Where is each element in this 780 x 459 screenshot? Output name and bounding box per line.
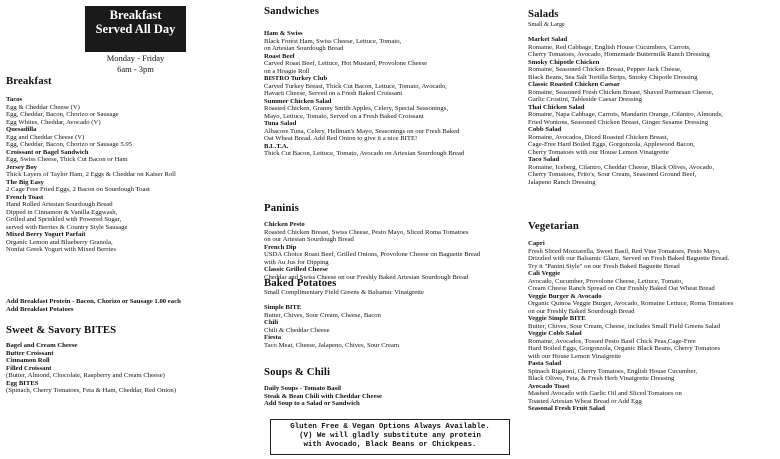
menu-item-description: Hard Boiled Eggs, Gorgonzola, Organic Black Beans, Cherry Tomatoes	[528, 345, 721, 352]
menu-item-name: Veggie Cobb Salad	[528, 330, 582, 337]
menu-item-description: Albacore Tuna, Celery, Hellman's Mayo, Seasonings on our Fresh Baked	[264, 127, 460, 135]
menu-item-name: Tuna Salad	[264, 120, 297, 127]
menu-item-description: Thick Layers of Taylor Ham, 2 Eggs & Cheddar on Kaiser Roll	[6, 171, 176, 178]
salads-title: Salads	[528, 8, 559, 20]
menu-item-description: Nonfat Greek Yogurt with Mixed Berries	[6, 246, 116, 253]
menu-item-description: Romaine, Seasoned Fresh Chicken Breast, Shaved Parmesan Cheese,	[528, 88, 714, 96]
menu-item-name: Classic Roasted Chicken Caesar	[528, 81, 620, 88]
notice-line-2: (V) We will gladly substitute any protein	[299, 432, 481, 441]
potatoes-list	[264, 304, 399, 349]
menu-item-name: B.L.T.A.	[264, 142, 289, 150]
menu-item-description: Havarti Cheese, Served on a Fresh Baked Croissant	[264, 90, 403, 97]
breakfast-addons	[6, 298, 181, 313]
menu-item-description: Egg, Cheddar, Bacon, Chorizo or Sausage 5.95	[6, 141, 133, 148]
vegetarian-heading: Vegetarian	[528, 220, 579, 232]
menu-item-description: Egg, Swiss Cheese, Thick Cut Bacon or Ham	[6, 156, 128, 163]
menu-item-description: Egg & Cheddar Cheese (V)	[6, 103, 80, 111]
menu-item-description: on our Artesian Sourdough Bread	[264, 236, 354, 243]
menu-item-name: Cali Veggie	[528, 270, 561, 277]
menu-item-name: Jersey Boy	[6, 163, 38, 171]
banner-line-1: Breakfast	[109, 8, 162, 22]
menu-item-description: Garlic Crostini, Tableside Caesar Dressing	[528, 96, 642, 103]
menu-item-name: Chicken Pesto	[264, 221, 305, 228]
menu-item-description: Cherry Tomatoes, Avocado, Homemade Buttermilk Ranch Dressing	[528, 51, 710, 58]
menu-item-name: French Toast	[6, 193, 44, 201]
menu-item-description: (Spinach, Cherry Tomatoes, Feta & Ham, Cheddar, Red Onion)	[6, 387, 177, 394]
sandwiches-list	[264, 30, 464, 158]
menu-item-name: Bagel and Cream Cheese	[6, 342, 78, 349]
bites-heading: Sweet & Savory BITES	[6, 324, 117, 336]
menu-item-name: Fiesta	[264, 334, 282, 341]
menu-item-description: Try it "Panini Style" on our Fresh Baked Baguette Bread	[528, 262, 680, 270]
menu-item-name: Ham & Swiss	[264, 30, 303, 37]
menu-item-description: Romaine, Avocados, Tossed Pesto Basil Chick Peas,Cage-Free	[528, 337, 696, 345]
menu-item-description: Carved Turkey Breast, Thick Cut Bacon, Lettuce, Tomato, Avocado,	[264, 82, 447, 90]
menu-item-description: Taco Meat, Cheese, Jalapeno, Chives, Sour Cream	[264, 341, 400, 349]
menu-item-description: Roasted Chicken Breast, Swiss Cheese, Pesto Mayo, Sliced Roma Tomatoes	[264, 228, 469, 236]
menu-item-description: with Au Jus for Dipping	[264, 258, 329, 266]
menu-item-name: Roast Beef	[264, 52, 295, 60]
menu-item-description: Mashed Avocado with Garlic Oil and Sliced Tomatoes on	[528, 390, 682, 397]
menu-item-description: Organic Quinoa Veggie Burger, Avocado, Romaine Lettuce, Roma Tomatoes	[528, 300, 734, 307]
menu-item-name: Add Breakfast Protein - Bacon, Chorizo or Sausage 1.00 each	[6, 298, 181, 305]
menu-item-description: Thick Cut Bacon, Lettuce, Tomato, Avocado on Artesian Sourdough Bread	[264, 150, 465, 157]
menu-item-name: Quesadilla	[6, 126, 37, 133]
soups-heading: Soups & Chili	[264, 366, 331, 378]
potatoes-intro: Small Complimentary Field Greens & Balsamic Vinaigrette	[264, 289, 424, 296]
hours-time: 6am - 3pm	[117, 64, 154, 74]
menu-item-description: Black Forest Ham, Swiss Cheese, Lettuce, Tomato,	[264, 37, 402, 45]
menu-item-description: Butter, Chives, Sour Cream, Cheese, includes Small Field Greens Salad	[528, 322, 720, 330]
menu-item-name: French Dip	[264, 243, 297, 251]
menu-item-name: Cinnamon Roll	[6, 357, 50, 364]
menu-item-description: Egg and Cheddar Cheese (V)	[6, 133, 85, 141]
breakfast-heading: Breakfast	[6, 75, 52, 87]
salads-heading	[528, 8, 565, 28]
menu-item-description: served with Berries & Country Style Sausage	[6, 223, 128, 231]
menu-item-name: BISTRO Turkey Club	[264, 75, 328, 82]
menu-item-description: Cherry Tomatoes, Frito's, Sour Cream, Seasoned Ground Beef,	[528, 171, 697, 178]
menu-item-name: Pasta Salad	[528, 360, 562, 367]
paninis-list	[264, 221, 480, 281]
menu-item-description: Cheddar and Swiss Cheese on our Freshly Baked Artesian Sourdough Bread	[264, 273, 469, 281]
menu-item-name: Smoky Chipotle Chicken	[528, 58, 600, 66]
menu-item-name: Classic Grilled Cheese	[264, 266, 328, 273]
menu-item-description: on a Hoagie Roll	[264, 67, 310, 75]
menu-item-description: Spinach Rigatoni, Cherry Tomatoes, English House Cucumber,	[528, 367, 698, 375]
menu-item-name: Butter Croissant	[6, 349, 54, 357]
menu-item-name: Croissant or Bagel Sandwich	[6, 148, 89, 156]
notice-line-1: Gluten Free & Vegan Options Always Available.	[290, 423, 490, 431]
menu-item-description: Avocado, Cucumber, Provolone Cheese, Lettuce, Tomato,	[528, 277, 684, 285]
menu-item-description: Cherry Tomatoes with our House Lemon Vinaigrette	[528, 148, 669, 156]
menu-item-description: with our House Lemon Vinaigrette	[528, 352, 622, 360]
menu-item-description: Toasted Artesian Wheat Bread or Add Egg	[528, 397, 642, 405]
menu-item-description: Chili & Cheddar Cheese	[264, 326, 330, 334]
menu-item-name: Mixed Berry Yogurt Parfait	[6, 231, 86, 238]
menu-item-description: Romaine, Avocados, Diced Roasted Chicken Breast,	[528, 133, 669, 141]
menu-item-description: Fresh Sliced Mozzarella, Sweet Basil, Red Vine Tomatoes, Pesto Mayo,	[528, 247, 721, 255]
menu-item-name: Steak & Bean Chili with Cheddar Cheese	[264, 392, 383, 400]
menu-item-description: on our Freshly Baked Sourdough Bread	[528, 307, 635, 315]
menu-item-description: Egg Whites, Cheddar, Avocado (V)	[6, 118, 101, 126]
menu-item-name: Tacos	[6, 96, 23, 103]
breakfast-list	[6, 96, 176, 254]
menu-item-description: Grilled and Sprinkled with Powered Sugar,	[6, 216, 122, 223]
menu-item-description: Black Olives, Feta, & Fresh Herb Vinaigrette Dressing	[528, 375, 675, 382]
menu-item-name: Thai Chicken Salad	[528, 103, 585, 111]
menu-item-name: Chili	[264, 319, 279, 326]
menu-item-description: Cage-Free Hard Boiled Eggs, Gorgonzola, Applewood Bacon,	[528, 141, 695, 148]
soups-list	[264, 385, 382, 408]
menu-item-description: Dipped in Cinnamon & Vanilla Eggwash,	[6, 208, 118, 216]
menu-item-name: Summer Chicken Salad	[264, 97, 332, 105]
menu-item-description: Hand Rolled Artesian Sourdough Bread	[6, 201, 113, 208]
menu-item-description: 2 Cage Free Fried Eggs, 2 Bacon on Sourdough Toast	[6, 186, 150, 193]
menu-item-description: Drizzled with our Balsamic Glaze, Served on Fresh Baked Baguette Bread.	[528, 255, 730, 262]
menu-item-name: Veggie Simple BITE	[528, 315, 586, 322]
menu-item-name: Veggie Burger & Avocado	[528, 292, 602, 300]
menu-item-name: Cobb Salad	[528, 126, 562, 133]
breakfast-banner	[85, 6, 186, 52]
hours	[85, 53, 186, 75]
menu-item-description: Egg, Cheddar, Bacon, Chorizo or Sausage	[6, 111, 119, 118]
menu-item-description: on Artesian Sourdough Bread	[264, 45, 344, 52]
bites-list	[6, 342, 176, 395]
hours-days: Monday - Friday	[106, 53, 165, 63]
notice-line-3: with Avocado, Black Beans or Chickpeas.	[303, 441, 477, 450]
menu-item-name: Simple BITE	[264, 304, 302, 311]
menu-item-description: Jalapeno Ranch Dressing	[528, 178, 596, 186]
menu-item-description: Romaine, Napa Cabbage, Carrots, Mandarin Orange, Cilantro, Almonds,	[528, 111, 723, 118]
menu-item-name: Egg BITES	[6, 379, 39, 387]
menu-item-description: Black Beans, Sea Salt Tortilla Strips, Smoky Chipotle Dressing	[528, 73, 698, 81]
menu-item-name: Add Soup to a Salad or Sandwich	[264, 400, 360, 407]
potatoes-heading: Baked Potatoes	[264, 277, 337, 289]
menu-item-description: Oat Wheat Bread. Add Red Onion to give it a nice BITE!	[264, 135, 418, 142]
menu-item-description: Carved Roast Beef, Lettuce, Hot Mustard, Provolone Cheese	[264, 60, 428, 67]
menu-item-description: Organic Lemon and Blueberry Granola,	[6, 238, 113, 246]
menu-item-description: (Butter, Almond, Chocolate, Raspberry and Cream Cheese)	[6, 372, 165, 379]
menu-item-description: Butter, Chives, Sour Cream, Cheese, Bacon	[264, 311, 381, 319]
salads-list	[528, 36, 723, 186]
salads-subtitle: Small & Large	[528, 21, 565, 28]
menu-item-name: Filled Croissant	[6, 364, 52, 372]
menu-item-description: Cream Cheese Ranch Spread on Our Freshly Baked Oat Wheat Bread	[528, 285, 715, 292]
banner-line-2: Served All Day	[95, 22, 176, 36]
menu-item-name: Seasonal Fresh Fruit Salad	[528, 405, 605, 412]
sandwiches-heading: Sandwiches	[264, 5, 320, 17]
menu-item-description: Romaine, Red Cabbage, English House Cucumbers, Carrots,	[528, 43, 691, 51]
vegetarian-list	[528, 240, 733, 413]
menu-item-name: Taco Salad	[528, 156, 560, 163]
menu-item-name: Add Breakfast Potatoes	[6, 305, 74, 313]
menu-item-name: Daily Soups - Tomato Basil	[264, 385, 341, 392]
menu-item-name: Capri	[528, 240, 545, 247]
menu-item-description: USDA Choice Roast Beef, Grilled Onions, Provolone Cheese on Baguette Bread	[264, 251, 481, 258]
menu-item-description: Romaine, Seasoned Chicken Breast, Pepper Jack Cheese,	[528, 66, 682, 73]
menu-item-name: Avocado Toast	[528, 382, 570, 390]
menu-item-description: Romaine, Iceberg, Cilantro, Cheddar Cheese, Black Olives, Avocado,	[528, 163, 715, 171]
menu-item-name: Market Salad	[528, 36, 568, 43]
menu-item-name: The Big Easy	[6, 178, 44, 186]
menu-item-description: Mayo, Lettuce, Tomato, Served on a Fresh Baked Croissant	[264, 112, 424, 120]
dietary-notice	[270, 419, 510, 455]
paninis-heading: Paninis	[264, 202, 299, 214]
menu-item-description: Fried Wontons, Seasoned Chicken Breast, Ginger Sesame Dressing	[528, 118, 709, 126]
menu-item-description: Roasted Chicken, Granny Smith Apples, Celery, Special Seasonings,	[264, 105, 449, 112]
